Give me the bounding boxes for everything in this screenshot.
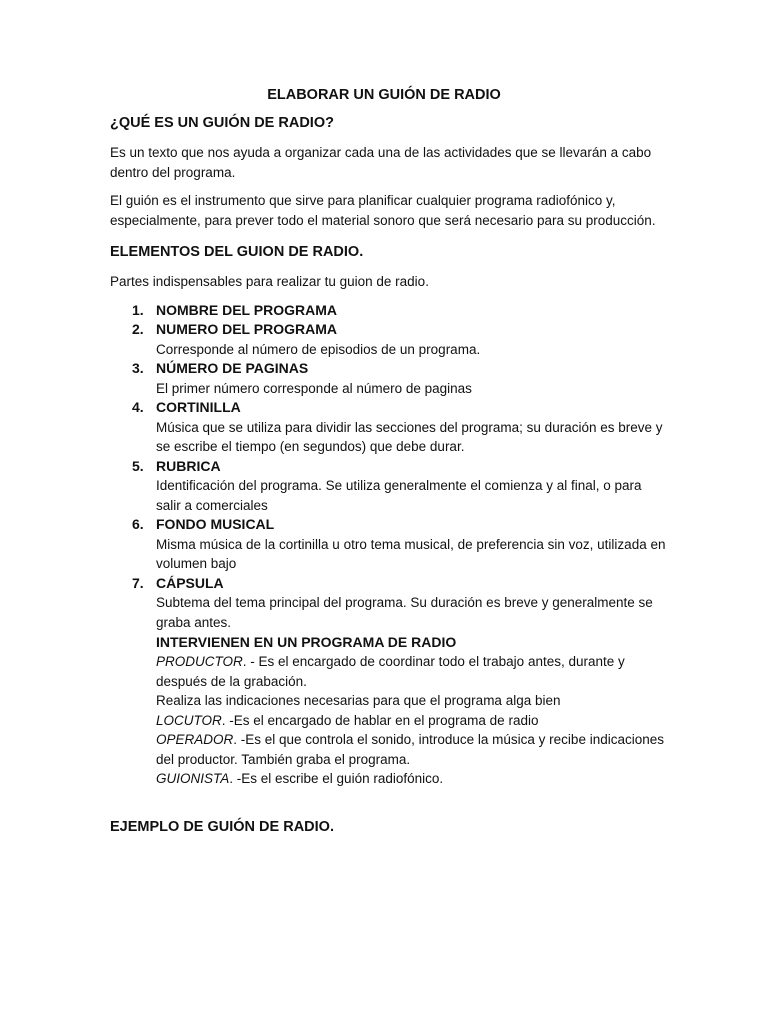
participant-productor-extra: Realiza las indicaciones necesarias para que el programa alga bien — [156, 693, 561, 708]
list-item-description: Corresponde al número de episodios de un programa. — [156, 341, 481, 357]
list-item — [110, 320, 670, 359]
list-item-number: 7. — [132, 574, 144, 591]
paragraph-elements-intro: Partes indispensables para realizar tu guion de radio. — [110, 274, 429, 289]
section-heading-example: EJEMPLO DE GUIÓN DE RADIO. — [110, 818, 334, 835]
list-item — [110, 398, 670, 457]
role-guionista-text: . -Es el escribe el guión radiofónico. — [229, 771, 444, 786]
list-item-number: 6. — [132, 516, 144, 532]
participant-locutor — [156, 711, 670, 731]
list-item-title: RUBRICA — [156, 457, 221, 474]
document-title: ELABORAR UN GUIÓN DE RADIO — [267, 87, 501, 103]
list-item-description: Misma música de la cortinilla u otro tema musical, de preferencia sin voz, utilizada en volumen bajo — [156, 536, 666, 571]
elements-list — [110, 301, 670, 633]
role-operador-text: . -Es el que controla el sonido, introduce la música y recibe indicaciones del productor. También graba el programa. — [156, 732, 664, 767]
paragraph-definition: Es un texto que nos ayuda a organizar cada una de las actividades que se llevarán a cabo dentro del programa. — [110, 145, 652, 180]
section-heading-participants: INTERVIENEN EN UN PROGRAMA DE RADIO — [156, 634, 457, 650]
list-item-number: 1. — [132, 301, 144, 318]
list-item-title: NÚMERO DE PAGINAS — [156, 360, 309, 376]
list-item — [110, 515, 670, 574]
role-productor-text: . - Es el encargado de coordinar todo el trabajo antes, durante y después de la grabación. — [156, 654, 625, 689]
list-item-description: El primer número corresponde al número de paginas — [156, 380, 472, 396]
role-locutor-text: . -Es el encargado de hablar en el programa de radio — [221, 712, 539, 728]
list-item-number: 5. — [132, 457, 144, 474]
list-item-title: CORTINILLA — [156, 399, 241, 415]
list-item — [110, 359, 670, 398]
list-item-description: Identificación del programa. Se utiliza generalmente el comienza y al final, o para salir a comerciales — [156, 478, 642, 513]
list-item-number: 3. — [132, 360, 144, 376]
list-item-description: Música que se utiliza para dividir las secciones del programa; su duración es breve y se escribe el tiempo (en segundos) que debe durar. — [156, 419, 663, 454]
document-body — [110, 113, 670, 837]
role-locutor: LOCUTOR — [156, 712, 222, 728]
section-heading-what-is: ¿QUÉ ES UN GUIÓN DE RADIO? — [110, 115, 334, 131]
list-item-description: Subtema del tema principal del programa. Su duración es breve y generalmente se graba antes. — [156, 595, 653, 630]
role-guionista: GUIONISTA — [156, 771, 230, 786]
role-productor: PRODUCTOR — [156, 654, 243, 669]
participant-productor — [156, 652, 670, 691]
list-item-number: 2. — [132, 321, 144, 337]
list-item — [110, 301, 670, 321]
participant-guionista — [156, 769, 670, 789]
list-item — [110, 457, 670, 516]
participant-operador — [156, 730, 670, 769]
paragraph-instrument: El guión es el instrumento que sirve para planificar cualquier programa radiofónico y, especialmente, para prever todo el material sonoro que será necesario para su producción. — [110, 193, 656, 228]
list-item-title: NUMERO DEL PROGRAMA — [156, 321, 337, 337]
list-item-title: CÁPSULA — [156, 574, 224, 591]
list-item — [110, 574, 670, 633]
role-operador: OPERADOR — [156, 732, 234, 747]
list-item-number: 4. — [132, 399, 144, 415]
section-heading-elements: ELEMENTOS DEL GUION DE RADIO. — [110, 244, 364, 260]
participants-block — [110, 632, 670, 789]
list-item-title: FONDO MUSICAL — [156, 516, 275, 532]
list-item-title: NOMBRE DEL PROGRAMA — [156, 301, 337, 318]
